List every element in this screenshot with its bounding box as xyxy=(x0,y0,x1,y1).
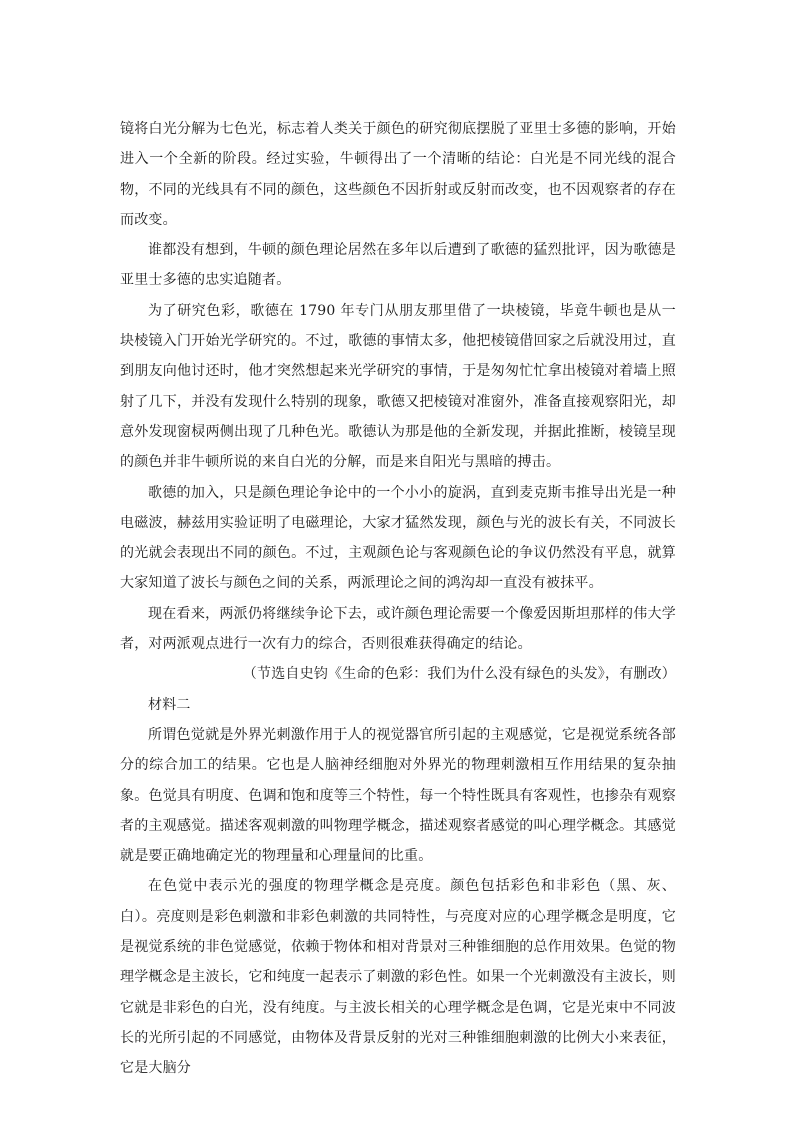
paragraph-4: 歌德的加入，只是颜色理论争论中的一个小小的旋涡，直到麦克斯韦推导出光是一种电磁波，赫兹用实验证明了电磁理论，大家才猛然发现，颜色与光的波长有关，不同波长的光就会表现出不同的颜色。不过，主观颜色论与客观颜色论的争议仍然没有平息，就算大家知道了波长与颜色之间的关系，两派理论之间的鸿沟却一直没有被抹平。 xyxy=(120,484,676,592)
material-two-paragraph-1: 所谓色觉就是外界光刺激作用于人的视觉器官所引起的主观感觉，它是视觉系统各部分的综合加工的结果。它也是人脑神经细胞对外界光的物理刺激相互作用结果的复杂抽象。色觉具有明度、色调和饱和度等三个特性，每一个特性既具有客观性，也掺杂有观察者的主观感觉。描述客观刺激的叫物理学概念，描述观察者感觉的叫心理学概念。其感觉就是要正确地确定光的物理量和心理量间的比重。 xyxy=(120,726,676,865)
paragraph-2: 谁都没有想到，牛顿的颜色理论居然在多年以后遭到了歌德的猛烈批评，因为歌德是亚里士多德的忠实追随者。 xyxy=(120,242,676,289)
document-page xyxy=(120,114,676,1084)
paragraph-5: 现在看来，两派仍将继续争论下去，或许颜色理论需要一个像爱因斯坦那样的伟大学者，对两派观点进行一次有力的综合，否则很难获得确定的结论。 xyxy=(120,605,676,653)
source-citation: （节选自史钧《生命的色彩：我们为什么没有绿色的头发》，有删改） xyxy=(242,666,676,683)
paragraph-1: 镜将白光分解为七色光，标志着人类关于颜色的研究彻底摆脱了亚里士多德的影响，开始进入一个全新的阶段。经过实验，牛顿得出了一个清晰的结论：白光是不同光线的混合物，不同的光线具有不同的颜色，这些颜色不因折射或反射而改变，也不因观察者的存在而改变。 xyxy=(120,121,676,228)
material-two-heading: 材料二 xyxy=(148,696,191,713)
material-two-paragraph-2: 在色觉中表示光的强度的物理学概念是亮度。颜色包括彩色和非彩色（黑、灰、白）。亮度则是彩色刺激和非彩色刺激的共同特性，与亮度对应的心理学概念是明度，它是视觉系统的非色觉感觉，依赖于物体和相对背景对三种锥细胞的总作用效果。色觉的物理学概念是主波长，它和纯度一起表示了刺激的彩色性。如果一个光刺激没有主波长，则它就是非彩色的白光，没有纯度。与主波长相关的心理学概念是色调，它是光束中不同波长的光所引起的不同感觉，由物体及背景反射的光对三种锥细胞刺激的比例大小来表征，它是大脑分 xyxy=(120,878,676,1077)
paragraph-3: 为了研究色彩，歌德在 1790 年专门从朋友那里借了一块棱镜，毕竟牛顿也是从一块棱镜入门开始光学研究的。不过，歌德的事情太多，他把棱镜借回家之后就没用过，直到朋友向他讨还时，他才突然想起来光学研究的事情，于是匆匆忙忙拿出棱镜对着墙上照射了几下，并没有发现什么特别的现象，歌德又把棱镜对准窗外，准备直接观察阳光，却意外发现窗棂两侧出现了几种色光。歌德认为那是他的全新发现，并据此推断，棱镜呈现的颜色并非牛顿所说的来自白光的分解，而是来自阳光与黑暗的搏击。 xyxy=(120,302,676,471)
